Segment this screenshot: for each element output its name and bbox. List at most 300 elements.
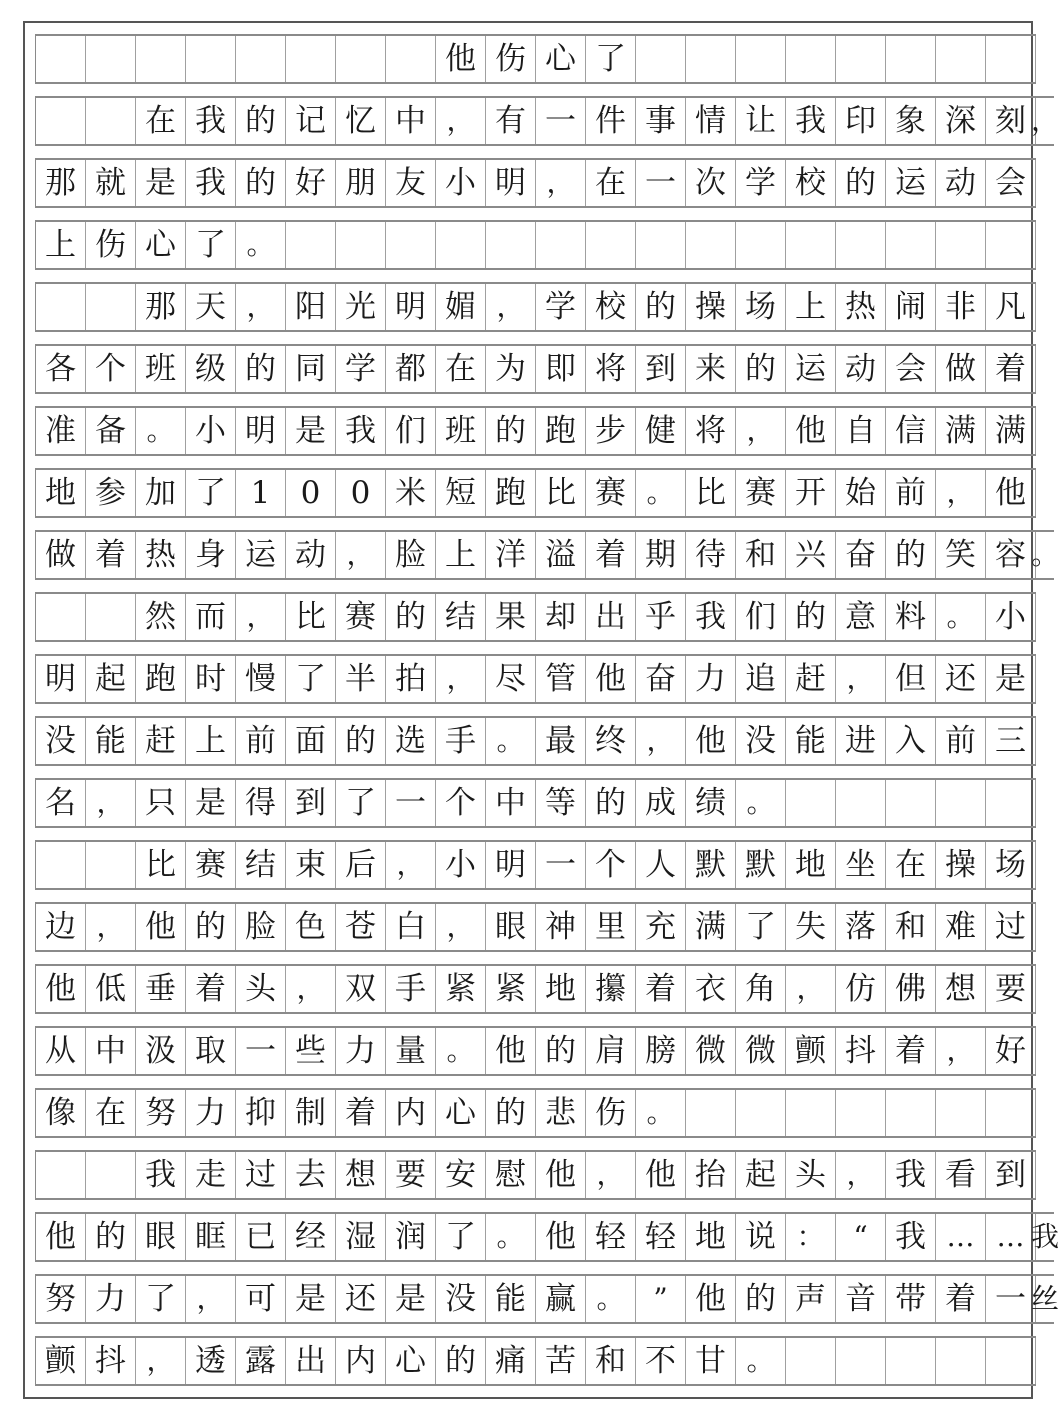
- grid-cell: [86, 98, 136, 144]
- grid-cell: 非: [936, 284, 986, 330]
- grid-cell: 过: [236, 1152, 286, 1198]
- grid-cell: [636, 36, 686, 82]
- grid-cell: 着: [586, 532, 636, 578]
- grid-cell: [436, 222, 486, 268]
- grid-cell: [86, 36, 136, 82]
- grid-cell: 得: [236, 780, 286, 826]
- grid-cell: 短: [436, 470, 486, 516]
- grid-cell: 动: [836, 346, 886, 392]
- grid-cell: 束: [286, 842, 336, 888]
- grid-cell: 好: [286, 160, 336, 206]
- grid-cell: 他: [686, 1276, 736, 1322]
- grid-cell: 伤: [486, 36, 536, 82]
- grid-cell: 为: [486, 346, 536, 392]
- grid-cell: 露: [236, 1338, 286, 1384]
- grid-cell: 光: [336, 284, 386, 330]
- margin-char: 丝: [1031, 1282, 1060, 1315]
- grid-cell: 尽: [486, 656, 536, 702]
- grid-cell: 了: [586, 36, 636, 82]
- grid-cell: [336, 222, 386, 268]
- grid-cell: 湿: [336, 1214, 386, 1260]
- grid-cell: 能: [786, 718, 836, 764]
- grid-cell: 果: [486, 594, 536, 640]
- grid-cell: 刻: [986, 98, 1036, 144]
- grid-cell: [736, 36, 786, 82]
- grid-cell: 满: [986, 408, 1036, 454]
- grid-cell: [286, 222, 336, 268]
- grid-cell: 准: [36, 408, 86, 454]
- grid-cell: 等: [536, 780, 586, 826]
- grid-cell: 只: [136, 780, 186, 826]
- grid-cell: [36, 98, 86, 144]
- grid-cell: ，: [636, 718, 686, 764]
- grid-cell: 操: [936, 842, 986, 888]
- grid-cell: 绩: [686, 780, 736, 826]
- grid-cell: [136, 36, 186, 82]
- grid-cell: 即: [536, 346, 586, 392]
- grid-cell: 赛: [336, 594, 386, 640]
- grid-cell: 仿: [836, 966, 886, 1012]
- grid-cell: 着: [86, 532, 136, 578]
- grid-cell: 失: [786, 904, 836, 950]
- grid-cell: 和: [586, 1338, 636, 1384]
- grid-cell: 努: [136, 1090, 186, 1136]
- grid-cell: 。: [736, 1338, 786, 1384]
- grid-cell: 他: [36, 1214, 86, 1260]
- grid-cell: 终: [586, 718, 636, 764]
- grid-cell: 结: [436, 594, 486, 640]
- grid-cell: 地: [536, 966, 586, 1012]
- grid-cell: 心: [386, 1338, 436, 1384]
- grid-cell: [986, 780, 1036, 826]
- grid-cell: 班: [436, 408, 486, 454]
- grid-cell: [936, 1338, 986, 1384]
- grid-row: [35, 1274, 1060, 1324]
- grid-cell: 声: [786, 1276, 836, 1322]
- grid-row: [35, 1336, 1036, 1386]
- grid-cell: 天: [186, 284, 236, 330]
- grid-cell: 进: [836, 718, 886, 764]
- grid-cell: 来: [686, 346, 736, 392]
- grid-cell: 紧: [436, 966, 486, 1012]
- grid-cell: [286, 36, 336, 82]
- grid-cell: 我: [786, 98, 836, 144]
- grid-cell: 抬: [686, 1152, 736, 1198]
- grid-cell: 了: [286, 656, 336, 702]
- grid-cell: 眼: [486, 904, 536, 950]
- grid-cell: [86, 1152, 136, 1198]
- grid-cell: [886, 1338, 936, 1384]
- grid-cell: 米: [386, 470, 436, 516]
- grid-cell: 开: [786, 470, 836, 516]
- grid-cell: 他: [486, 1028, 536, 1074]
- grid-cell: [786, 780, 836, 826]
- grid-cell: 过: [986, 904, 1036, 950]
- grid-cell: 级: [186, 346, 236, 392]
- grid-cell: [686, 36, 736, 82]
- grid-cell: 我: [886, 1152, 936, 1198]
- grid-cell: 一: [636, 160, 686, 206]
- grid-cell: 色: [286, 904, 336, 950]
- grid-cell: 要: [986, 966, 1036, 1012]
- grid-cell: 0: [286, 470, 336, 516]
- grid-cell: 的: [536, 1028, 586, 1074]
- grid-cell: 。: [436, 1028, 486, 1074]
- grid-cell: 人: [636, 842, 686, 888]
- grid-cell: 的: [186, 904, 236, 950]
- grid-cell: [86, 284, 136, 330]
- grid-cell: 但: [886, 656, 936, 702]
- grid-cell: 小: [436, 160, 486, 206]
- grid-cell: 里: [586, 904, 636, 950]
- grid-cell: [836, 36, 886, 82]
- grid-cell: 润: [386, 1214, 436, 1260]
- grid-cell: 微: [686, 1028, 736, 1074]
- grid-cell: 抖: [836, 1028, 886, 1074]
- grid-row: [35, 1212, 1060, 1262]
- grid-cell: 结: [236, 842, 286, 888]
- grid-cell: 的: [236, 346, 286, 392]
- grid-cell: 我: [186, 160, 236, 206]
- grid-cell: 已: [236, 1214, 286, 1260]
- grid-cell: [486, 222, 536, 268]
- grid-cell: 经: [286, 1214, 336, 1260]
- grid-cell: 是: [986, 656, 1036, 702]
- grid-cell: 慰: [486, 1152, 536, 1198]
- grid-cell: 能: [86, 718, 136, 764]
- grid-cell: 热: [136, 532, 186, 578]
- grid-cell: 还: [936, 656, 986, 702]
- grid-cell: 力: [86, 1276, 136, 1322]
- grid-cell: [936, 1090, 986, 1136]
- grid-cell: 他: [36, 966, 86, 1012]
- grid-cell: 的: [386, 594, 436, 640]
- grid-cell: 奋: [836, 532, 886, 578]
- grid-cell: 内: [336, 1338, 386, 1384]
- grid-cell: 都: [386, 346, 436, 392]
- grid-cell: 着: [936, 1276, 986, 1322]
- grid-cell: 满: [686, 904, 736, 950]
- grid-cell: 象: [886, 98, 936, 144]
- grid-cell: 运: [886, 160, 936, 206]
- grid-cell: 一: [236, 1028, 286, 1074]
- grid-cell: 让: [736, 98, 786, 144]
- grid-cell: 学: [336, 346, 386, 392]
- grid-cell: 而: [186, 594, 236, 640]
- grid-cell: 的: [436, 1338, 486, 1384]
- grid-cell: 着: [886, 1028, 936, 1074]
- grid-cell: 上: [786, 284, 836, 330]
- grid-cell: 前: [236, 718, 286, 764]
- grid-cell: 一: [986, 1276, 1036, 1322]
- grid-cell: 默: [736, 842, 786, 888]
- grid-cell: 的: [736, 1276, 786, 1322]
- grid-cell: [836, 1090, 886, 1136]
- grid-cell: 校: [586, 284, 636, 330]
- grid-cell: [36, 1152, 86, 1198]
- grid-cell: 眼: [136, 1214, 186, 1260]
- grid-cell: 起: [736, 1152, 786, 1198]
- grid-cell: 默: [686, 842, 736, 888]
- grid-cell: ，: [436, 656, 486, 702]
- grid-cell: 班: [136, 346, 186, 392]
- grid-cell: 神: [536, 904, 586, 950]
- grid-cell: [36, 594, 86, 640]
- grid-cell: 了: [186, 222, 236, 268]
- grid-cell: 了: [136, 1276, 186, 1322]
- grid-cell: 从: [36, 1028, 86, 1074]
- grid-cell: 名: [36, 780, 86, 826]
- grid-cell: 比: [686, 470, 736, 516]
- grid-cell: 是: [286, 1276, 336, 1322]
- grid-cell: ”: [636, 1276, 686, 1322]
- grid-cell: [886, 780, 936, 826]
- grid-cell: 手: [436, 718, 486, 764]
- grid-cell: 着: [336, 1090, 386, 1136]
- grid-cell: 没: [736, 718, 786, 764]
- grid-cell: 和: [736, 532, 786, 578]
- grid-cell: 个: [586, 842, 636, 888]
- grid-cell: 比: [136, 842, 186, 888]
- grid-cell: 个: [436, 780, 486, 826]
- grid-cell: 我: [186, 98, 236, 144]
- grid-cell: 健: [636, 408, 686, 454]
- grid-cell: 还: [336, 1276, 386, 1322]
- grid-cell: 们: [386, 408, 436, 454]
- grid-cell: 明: [386, 284, 436, 330]
- grid-cell: 角: [736, 966, 786, 1012]
- grid-cell: ，: [936, 470, 986, 516]
- grid-cell: 甘: [686, 1338, 736, 1384]
- grid-cell: 比: [286, 594, 336, 640]
- grid-cell: 运: [786, 346, 836, 392]
- grid-cell: 的: [336, 718, 386, 764]
- grid-cell: [786, 36, 836, 82]
- grid-cell: 比: [536, 470, 586, 516]
- grid-cell: 料: [886, 594, 936, 640]
- grid-cell: 选: [386, 718, 436, 764]
- grid-cell: 事: [636, 98, 686, 144]
- grid-cell: 在: [586, 160, 636, 206]
- grid-cell: 赶: [786, 656, 836, 702]
- grid-cell: 轻: [586, 1214, 636, 1260]
- grid-cell: 入: [886, 718, 936, 764]
- grid-cell: 的: [636, 284, 686, 330]
- grid-cell: 明: [486, 160, 536, 206]
- grid-cell: …: [986, 1214, 1036, 1260]
- grid-cell: 深: [936, 98, 986, 144]
- grid-cell: 了: [736, 904, 786, 950]
- grid-cell: ，: [286, 966, 336, 1012]
- grid-cell: 的: [236, 160, 286, 206]
- grid-cell: 脸: [386, 532, 436, 578]
- grid-cell: 没: [36, 718, 86, 764]
- grid-cell: 赛: [736, 470, 786, 516]
- grid-cell: 中: [386, 98, 436, 144]
- grid-cell: 记: [286, 98, 336, 144]
- grid-cell: 轻: [636, 1214, 686, 1260]
- grid-cell: 动: [286, 532, 336, 578]
- grid-cell: 我: [686, 594, 736, 640]
- grid-cell: 了: [186, 470, 236, 516]
- grid-cell: 苍: [336, 904, 386, 950]
- grid-cell: 好: [986, 1028, 1036, 1074]
- grid-cell: 们: [736, 594, 786, 640]
- grid-cell: 校: [786, 160, 836, 206]
- grid-cell: 。: [936, 594, 986, 640]
- grid-cell: 他: [536, 1214, 586, 1260]
- grid-cell: 情: [686, 98, 736, 144]
- grid-cell: 1: [236, 470, 286, 516]
- grid-cell: 在: [86, 1090, 136, 1136]
- grid-cell: 落: [836, 904, 886, 950]
- grid-cell: 的: [486, 408, 536, 454]
- grid-cell: 我: [886, 1214, 936, 1260]
- grid-cell: 肩: [586, 1028, 636, 1074]
- grid-cell: 紧: [486, 966, 536, 1012]
- grid-cell: [86, 842, 136, 888]
- grid-cell: 双: [336, 966, 386, 1012]
- grid-cell: [236, 36, 286, 82]
- grid-cell: 运: [236, 532, 286, 578]
- grid-cell: 是: [136, 160, 186, 206]
- grid-cell: [386, 36, 436, 82]
- grid-cell: …: [936, 1214, 986, 1260]
- grid-cell: 学: [536, 284, 586, 330]
- grid-cell: 的: [886, 532, 936, 578]
- grid-cell: 取: [186, 1028, 236, 1074]
- grid-cell: 难: [936, 904, 986, 950]
- grid-cell: 心: [536, 36, 586, 82]
- grid-cell: 的: [836, 160, 886, 206]
- grid-cell: 力: [686, 656, 736, 702]
- grid-cell: 坐: [836, 842, 886, 888]
- grid-cell: 自: [836, 408, 886, 454]
- grid-cell: [886, 36, 936, 82]
- grid-cell: “: [836, 1214, 886, 1260]
- grid-row: [35, 220, 1036, 270]
- grid-cell: [786, 1338, 836, 1384]
- grid-cell: [836, 780, 886, 826]
- grid-cell: 那: [136, 284, 186, 330]
- grid-cell: 友: [386, 160, 436, 206]
- grid-cell: 要: [386, 1152, 436, 1198]
- grid-cell: 是: [186, 780, 236, 826]
- grid-cell: 心: [136, 222, 186, 268]
- grid-cell: 上: [186, 718, 236, 764]
- grid-cell: 的: [486, 1090, 536, 1136]
- grid-cell: 在: [436, 346, 486, 392]
- grid-cell: 前: [886, 470, 936, 516]
- grid-cell: 。: [236, 222, 286, 268]
- grid-cell: [986, 36, 1036, 82]
- grid-cell: 拍: [386, 656, 436, 702]
- grid-cell: [536, 222, 586, 268]
- grid-row: [35, 1150, 1036, 1200]
- grid-cell: 安: [436, 1152, 486, 1198]
- grid-cell: 想: [936, 966, 986, 1012]
- grid-cell: 到: [286, 780, 336, 826]
- grid-cell: [836, 222, 886, 268]
- grid-cell: 跑: [536, 408, 586, 454]
- grid-cell: 力: [336, 1028, 386, 1074]
- grid-cell: 参: [86, 470, 136, 516]
- grid-cell: 说: [736, 1214, 786, 1260]
- grid-cell: 将: [586, 346, 636, 392]
- grid-cell: [36, 36, 86, 82]
- grid-cell: 做: [936, 346, 986, 392]
- grid-cell: ，: [936, 1028, 986, 1074]
- grid-cell: 地: [786, 842, 836, 888]
- grid-cell: ，: [486, 284, 536, 330]
- grid-cell: 学: [736, 160, 786, 206]
- grid-cell: 到: [636, 346, 686, 392]
- grid-cell: 膀: [636, 1028, 686, 1074]
- grid-cell: 他: [536, 1152, 586, 1198]
- grid-cell: 个: [86, 346, 136, 392]
- grid-cell: 他: [636, 1152, 686, 1198]
- grid-cell: 场: [736, 284, 786, 330]
- grid-cell: 他: [686, 718, 736, 764]
- grid-cell: [386, 222, 436, 268]
- grid-row: [35, 468, 1036, 518]
- grid-cell: 攥: [586, 966, 636, 1012]
- grid-cell: 半: [336, 656, 386, 702]
- grid-cell: 的: [86, 1214, 136, 1260]
- grid-cell: 。: [486, 718, 536, 764]
- grid-cell: 出: [286, 1338, 336, 1384]
- grid-cell: 赶: [136, 718, 186, 764]
- grid-cell: 是: [286, 408, 336, 454]
- grid-cell: 明: [36, 656, 86, 702]
- grid-cell: 抑: [236, 1090, 286, 1136]
- grid-cell: 我: [336, 408, 386, 454]
- grid-cell: ，: [586, 1152, 636, 1198]
- grid-cell: ，: [86, 780, 136, 826]
- grid-cell: 走: [186, 1152, 236, 1198]
- grid-cell: 将: [686, 408, 736, 454]
- grid-cell: ，: [436, 98, 486, 144]
- grid-cell: 边: [36, 904, 86, 950]
- grid-cell: [936, 222, 986, 268]
- grid-cell: ，: [786, 966, 836, 1012]
- grid-cell: 身: [186, 532, 236, 578]
- grid-cell: 一: [386, 780, 436, 826]
- grid-cell: 步: [586, 408, 636, 454]
- grid-cell: 我: [136, 1152, 186, 1198]
- grid-cell: 带: [886, 1276, 936, 1322]
- grid-cell: 小: [986, 594, 1036, 640]
- grid-cell: 低: [86, 966, 136, 1012]
- grid-cell: 会: [886, 346, 936, 392]
- grid-cell: 加: [136, 470, 186, 516]
- grid-cell: 和: [886, 904, 936, 950]
- grid-cell: 伤: [586, 1090, 636, 1136]
- grid-cell: 。: [136, 408, 186, 454]
- grid-cell: ，: [336, 532, 386, 578]
- grid-cell: [336, 36, 386, 82]
- grid-cell: 。: [636, 470, 686, 516]
- grid-cell: 始: [836, 470, 886, 516]
- grid-cell: 着: [636, 966, 686, 1012]
- grid-cell: 上: [436, 532, 486, 578]
- grid-cell: [986, 1338, 1036, 1384]
- grid-cell: 操: [686, 284, 736, 330]
- grid-cell: 在: [136, 98, 186, 144]
- grid-cell: 然: [136, 594, 186, 640]
- grid-cell: 他: [136, 904, 186, 950]
- grid-cell: 热: [836, 284, 886, 330]
